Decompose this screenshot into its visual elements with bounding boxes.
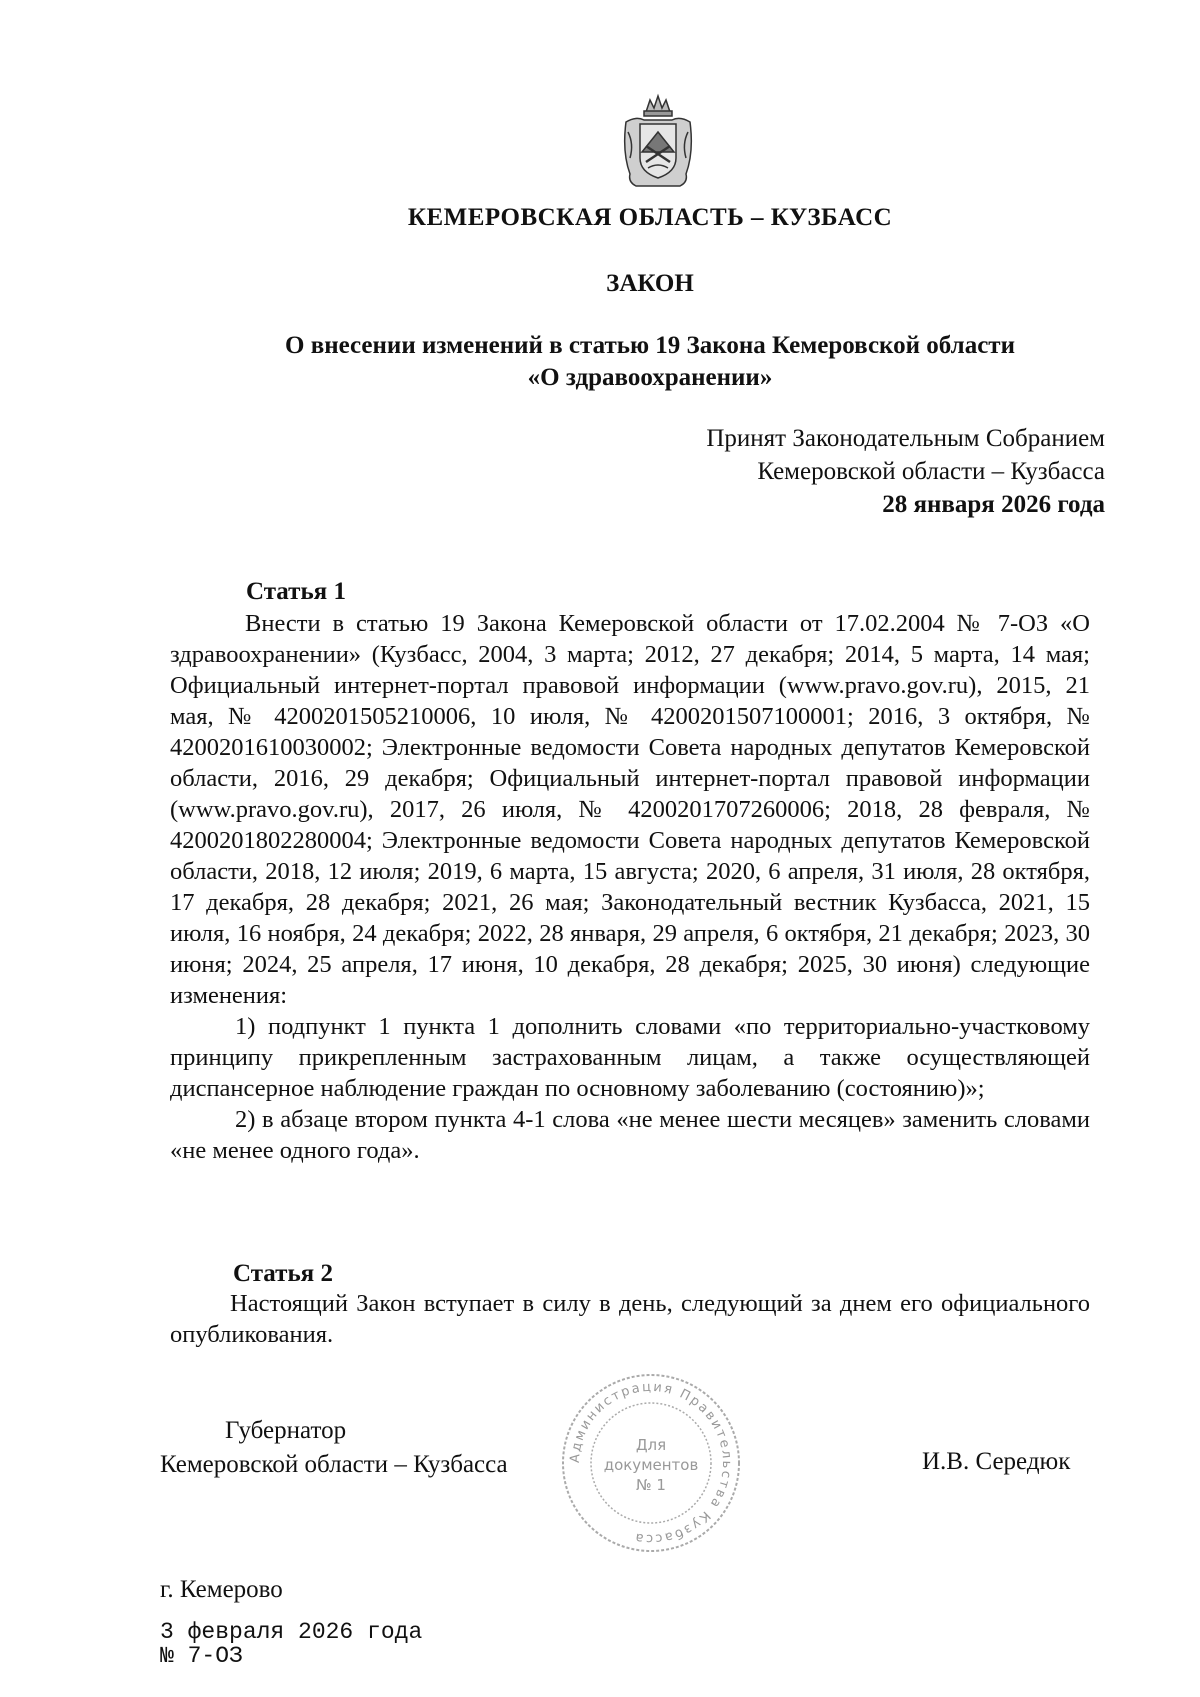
article-1-item-1: 1) подпункт 1 пункта 1 дополнить словами «по территориально-участковому принципу прикрепленным застрахованным лицам, а также осуществляющей диспансерное наблюдение граждан по основному заболеванию (состоянию)»; [170,1013,1090,1102]
law-title [240,330,1060,394]
stamp-ring-text: Администрация Правительства Кузбасса [567,1379,735,1547]
article-1-item-2: 2) в абзаце втором пункта 4-1 слова «не менее шести месяцев» заменить словами «не менее одного года». [170,1106,1090,1164]
adoption-block [505,422,1105,521]
article-2-heading: Статья 2 [233,1260,333,1287]
adoption-date: 28 января 2026 года [882,491,1105,518]
official-seal-stamp [556,1368,746,1558]
stamp-center-line-2: документов [603,1456,699,1474]
registration-date: 3 февраля 2026 года [160,1619,423,1645]
signing-city: г. Кемерово [160,1576,283,1603]
signatory-position-line-1: Губернатор [225,1417,347,1444]
article-1-intro: Внести в статью 19 Закона Кемеровской области от 17.02.2004 № 7-ОЗ «О здравоохранении» (Кузбасс, 2004, 3 марта; 2012, 27 декабря; 2014, 5 марта, 14 мая; Официальный интернет-портал правовой информации (www.pravo.gov.ru), 2015, 21 мая, № 4200201505210006, 10 июля, № 4200201507100001; 2016, 3 октября, № 4200201610030002; Электронные ведомости Совета народных депутатов Кемеровской области, 2016, 29 декабря; Официальный интернет-портал правовой информации (www.pravo.gov.ru), 2017, 26 июля, № 4200201707260006; 2018, 28 февраля, № 4200201802280004; Электронные ведомости Совета народных депутатов Кемеровской области, 2018, 12 июля; 2019, 6 марта, 15 августа; 2020, 6 апреля, 31 июля, 28 октября, 17 декабря, 28 декабря; 2021, 26 мая; Законодательный вестник Кузбасса, 2021, 15 июля, 16 ноября, 24 декабря; 2022, 28 января, 29 апреля, 6 октября, 21 декабря; 2023, 30 июня; 2024, 25 апреля, 17 июня, 10 декабря, 28 декабря; 2025, 30 июня) следующие изменения: [170,610,1090,1009]
article-1-heading: Статья 1 [246,578,346,605]
stamp-center-line-1: Для [635,1436,667,1454]
article-2-text: Настоящий Закон вступает в силу в день, следующий за днем его официального опубликования. [170,1290,1090,1348]
law-title-line-1: О внесении изменений в статью 19 Закона Кемеровской области [285,332,1015,359]
signatory-position [160,1414,508,1482]
signatory-name: И.В. Середюк [922,1448,1071,1475]
registration-stamp [160,1620,422,1668]
adoption-line-2: Кемеровской области – Кузбасса [757,458,1105,485]
document-type: ЗАКОН [606,270,694,297]
stamp-center-line-3: № 1 [636,1476,666,1494]
article-2-body [170,1288,1090,1350]
adoption-line-1: Принят Законодательным Собранием [706,425,1105,452]
signatory-position-line-2: Кемеровской области – Кузбасса [160,1451,508,1478]
article-1-body [170,608,1090,1166]
registration-number: № 7-ОЗ [160,1643,243,1669]
coat-of-arms-icon [620,92,696,192]
region-title: КЕМЕРОВСКАЯ ОБЛАСТЬ – КУЗБАСС [407,204,893,231]
law-title-line-2: «О здравоохранении» [527,364,773,391]
